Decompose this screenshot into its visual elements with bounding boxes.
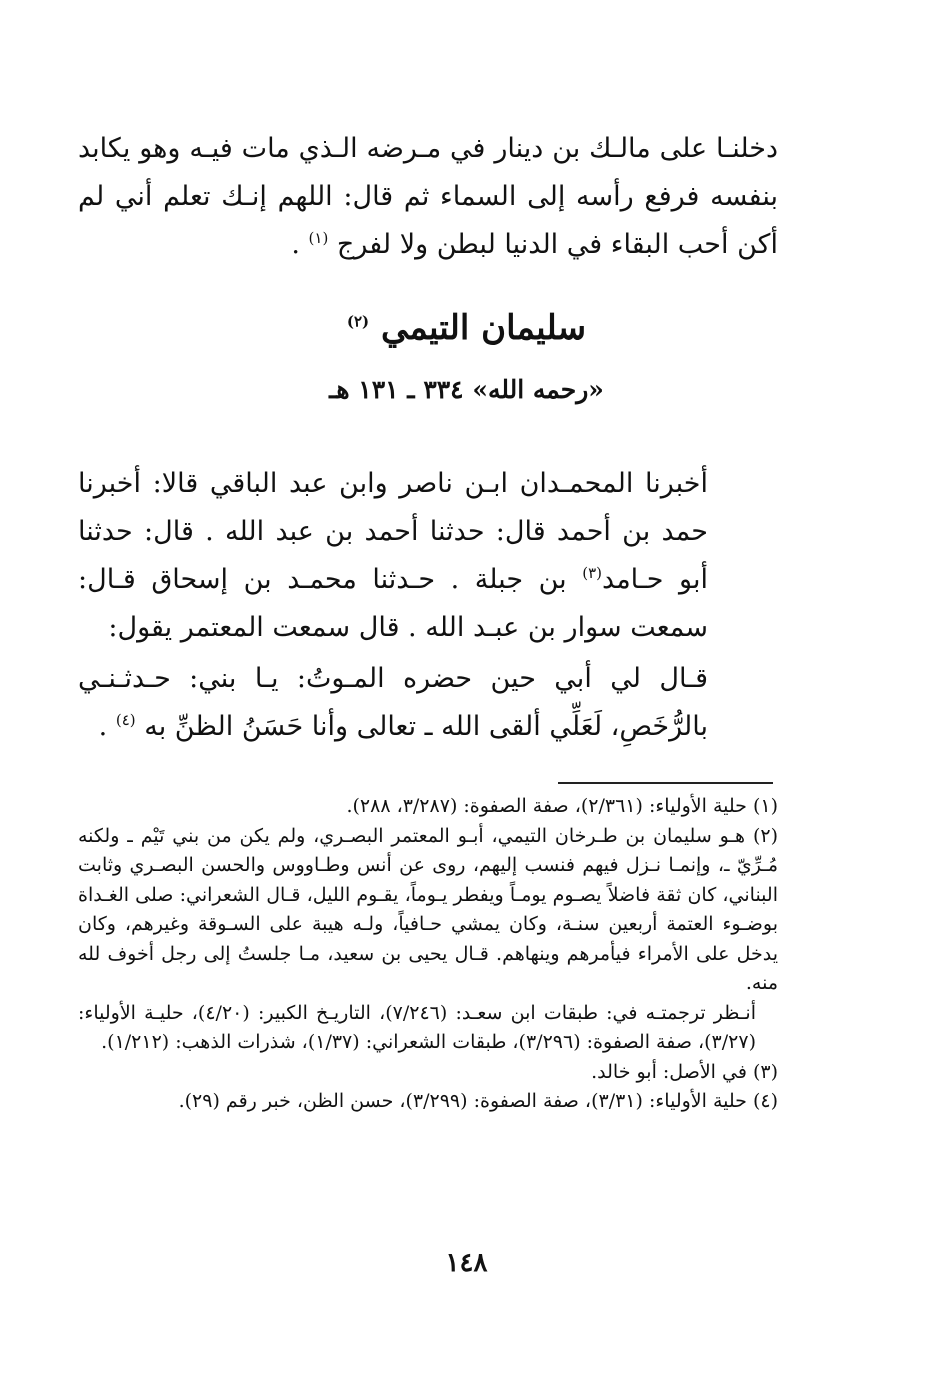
footnote-ref-4: (٤) [115,711,136,729]
footnote-ref-1: (١) [308,229,329,247]
footnote-3: (٣) في الأصل: أبو خالد. [591,1060,778,1083]
paragraph-1-text: دخلنـا على مالـك بن دينار في مـرضه الـذي مات فيـه وهو يكابد بنفسه فرفع رأسه إلى السماء ثم قال: اللهم إنـك تعلم أني لم أكن أحب البقاء في الدنيا لبطن ولا لفرج [78,133,778,260]
footnotes-section [78,792,778,1117]
footnote-ref-3: (٣) [582,564,603,582]
paragraph-2-text-b: بن جبلة . حـدثنا محمـد بن إسحاق قـال: سمعت سوار بن عبـد الله . قال سمعت المعتمر يقول: [78,564,708,643]
footnote-1: (١) حلية الأولياء: (٢/٣٦١)، صفة الصفوة: (٣/٢٨٧، ٢٨٨). [346,795,778,817]
paragraph-3-text: قـال لي أبي حين حضره المـوتُ: يـا بني: حـدثـنـي بالرُّخَصِ، لَعَلِّي ألقى الله ـ تعالى وأنا حَسَنُ الظنِّ به [78,663,708,742]
footnote-divider [558,782,773,784]
footnote-ref-2: (٢) [346,312,370,331]
footnote-4: (٤) حلية الأولياء: (٣/٣١)، صفة الصفوة: (٣/٢٩٩)، حسن الظن، خبر رقم (٢٩). [178,1090,778,1112]
body-paragraph-2 [78,460,778,652]
section-subheading: «رحمه الله» ٣٣٤ ـ ١٣١ هـ [329,375,604,404]
heading-title: سليمان التيمي [380,308,587,348]
paragraph-1-end: . [291,229,300,260]
body-paragraph-1 [78,125,778,269]
page-number: ١٤٨ [445,1248,488,1278]
paragraph-2-text-a: أخبرنا المحمـدان ابـن ناصر وابن عبد الباقي قالا: أخبرنا حمد بن أحمد قال: حدثنا أحمد بن عبد الله . قال: حدثنا أبو حـامد [78,468,709,595]
section-heading [0,302,933,354]
paragraph-3-end: . [98,711,108,742]
footnote-2: (٢) هـو سليمان بن طـرخان التيمي، أبـو المعتمر البصـري، ولم يكن من بني تَيْم ـ ولكنه مُـرِّيّ ـ، وإنمـا نـزل فيهم فنسب إليهم، روى عن أنس وطـاووس والحسن البصـري وثابت البناني، كان ثقة فاضلاً يصـوم يومـاً ويفطر يـوماً، يقـوم الليل، قـال الشعراني: صلى الغـداة بوضـوء العتمة أربعين سنـة، وكان يمشي حـافياً، ولـه هيبة على السـوقة وغيرهم، وكان يدخل على الأمراء فيأمرهم وينهاهم. قـال يحيى بن سعيد، مـا جلستُ إلى رجل أخوف لله منه. [78,824,778,994]
footnote-2-continued: أنـظر ترجمتـه في: طبقات ابن سعـد: (٧/٢٤٦)، التاريـخ الكبير: (٤/٢٠)، حليـة الأولياء: (٣/٢٧)، صفة الصفوة: (٣/٢٩٦)، طبقات الشعراني: (١/٣٧)، شذرات الذهب: (١/٢١٢). [78,1001,756,1053]
body-paragraph-3 [78,655,778,751]
